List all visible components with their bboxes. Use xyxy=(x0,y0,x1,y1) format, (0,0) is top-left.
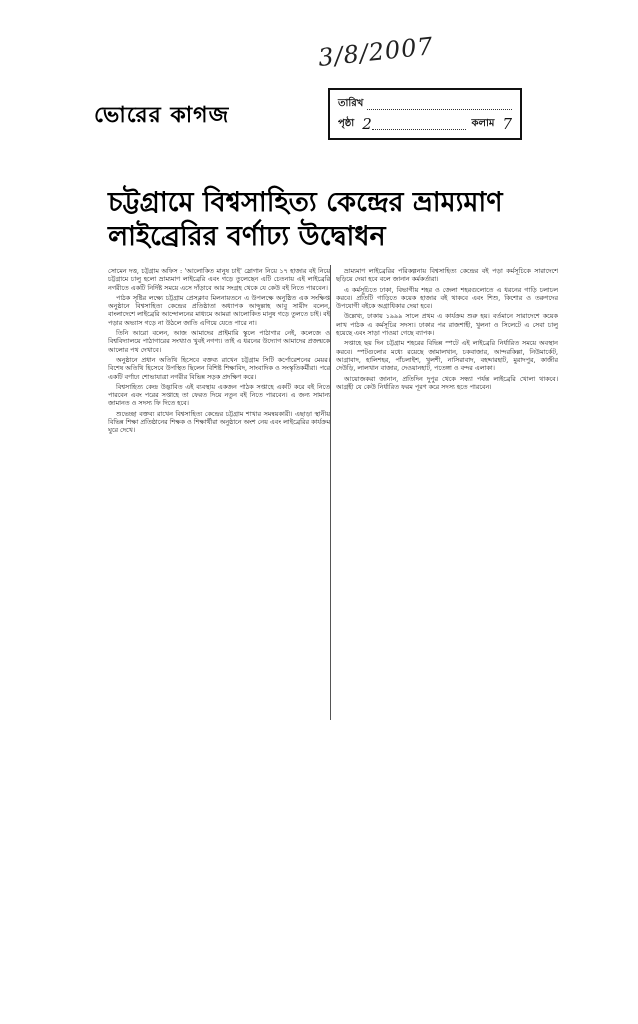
headline-line-2: লাইব্রেরির বর্ণাঢ্য উদ্বোধন xyxy=(108,221,386,252)
article-headline xyxy=(108,186,548,254)
article-paragraph: পাঠক সৃষ্টির লক্ষ্যে চট্টগ্রাম প্রেসক্লাব মিলনায়তনে এ উপলক্ষে অনুষ্ঠিত এক সংক্ষিপ্ত অনুষ্ঠানে বিশ্বসাহিত্য কেন্দ্রের প্রতিষ্ঠাতা অধ্যাপক আব্দুল্লাহ আবু সায়ীদ বলেন, বাংলাদেশে লাইব্রেরি আন্দোলনের মাধ্যমে আমরা আলোকিত মানুষ গড়ে তুলতে চাই। বই পড়ার অভ্যাস গড়ে না উঠলে জাতি এগিয়ে যেতে পারে না। xyxy=(108,293,330,327)
stamp-column-label: কলাম xyxy=(471,117,495,129)
stamp-date-blank xyxy=(367,99,512,110)
handwritten-date: 3/8/2007 xyxy=(316,32,435,72)
article-column-right xyxy=(336,267,558,667)
article-paragraph: এ কর্মসূচিতে ঢাকা, বিভাগীয় শহর ও জেলা শহরগুলোতে এ ধরনের গাড়ি চলাচল করবে। প্রতিটি গাড়িতে কয়েক হাজার বই থাকবে এবং শিশু, কিশোর ও তরুণদের উপযোগী বইকে অগ্রাধিকার দেয়া হবে। xyxy=(336,285,558,311)
stamp-page-label: পৃষ্ঠা xyxy=(338,117,355,129)
article-paragraph: শুভেচ্ছা বক্তব্য রাখেন বিশ্বসাহিত্য কেন্দ্রের চট্টগ্রাম শাখার সমন্বয়কারী। এছাড়া স্থানীয় বিভিন্ন শিক্ষা প্রতিষ্ঠানের শিক্ষক ও শিক্ষার্থীরা অনুষ্ঠানে অংশ নেয় এবং লাইব্রেরির কার্যক্রম ঘুরে দেখে। xyxy=(108,409,330,435)
stamp-date-label: তারিখ xyxy=(338,97,364,109)
article-paragraph: অনুষ্ঠানে প্রধান অতিথি হিসেবে বক্তব্য রাখেন চট্টগ্রাম সিটি কর্পোরেশনের মেয়র। বিশেষ অতিথি হিসেবে উপস্থিত ছিলেন বিশিষ্ট শিক্ষাবিদ, সাংবাদিক ও সংস্কৃতিকর্মীরা। পরে একটি বর্ণাঢ্য শোভাযাত্রা নগরীর বিভিন্ন সড়ক প্রদক্ষিণ করে। xyxy=(108,355,330,381)
article-paragraph: উল্লেখ্য, ঢাকায় ১৯৯৯ সালে প্রথম এ কার্যক্রম শুরু হয়। বর্তমানে সারাদেশে কয়েক লাখ পাঠক এ কর্মসূচির সদস্য। ঢাকার পর রাজশাহী, খুলনা ও সিলেটে এ সেবা চালু হয়েছে এবং সাড়া পাওয়া গেছে ব্যাপক। xyxy=(336,312,558,338)
headline-line-1: চট্টগ্রামে বিশ্বসাহিত্য কেন্দ্রের ভ্রাম্যমাণ xyxy=(108,187,503,218)
stamp-column-value: 7 xyxy=(502,115,512,133)
stamp-page-value: 2 xyxy=(362,115,372,133)
clipping-stamp xyxy=(328,88,522,140)
column-divider xyxy=(330,265,331,720)
newspaper-masthead: ভোরের কাগজ xyxy=(94,102,230,128)
article-paragraph: তিনি আরো বলেন, আজ আমাদের প্রাইমারি স্কুলে পাঠাগার নেই, কলেজে ও বিশ্ববিদ্যালয়ে পাঠাগারের সংখ্যাও খুবই নগণ্য। তাই এ ধরনের উদ্যোগ আমাদের প্রজন্মকে আলোর পথ দেখাবে। xyxy=(108,329,330,354)
stamp-page-blank xyxy=(372,119,466,130)
stamp-page-row xyxy=(338,114,512,134)
article-paragraph: সপ্তাহে ছয় দিন চট্টগ্রাম শহরের বিভিন্ন স্পটে এই লাইব্রেরি নির্ধারিত সময়ে অবস্থান করবে। স্পটগুলোর মধ্যে রয়েছে জামালখান, চকবাজার, আন্দরকিল্লা, নিউমার্কেট, আগ্রাবাদ, হালিশহর, পাঁচলাইশ, খুলশী, নাসিরাবাদ, বহদ্দারহাট, মুরাদপুর, কাজীর দেউড়ি, লালখান বাজার, দেওয়ানহাট, পতেঙ্গা ও বন্দর এলাকা। xyxy=(336,339,558,373)
article-paragraph: সোমেন দত্ত, চট্টগ্রাম অফিস : 'আলোকিত মানুষ চাই' স্লোগান নিয়ে ১৭ হাজার বই নিয়ে চট্টগ্রামে চালু হলো ভ্রাম্যমাণ লাইব্রেরি এবং গড়ে তুলেছেন এটি চেতনায় এই লাইব্রেরি নগরীতে একটি নির্দিষ্ট সময়ে এসে দাঁড়াবে আর সংগ্রহ থেকে যে কেউ বই নিতে পারবেন। xyxy=(108,267,330,292)
stamp-date-row xyxy=(338,94,512,114)
article-column-left xyxy=(108,267,330,722)
article-paragraph: বিশ্বসাহিত্য কেন্দ্র উদ্ভাবিত এই ব্যবস্থায় একজন পাঠক সপ্তাহে একটি করে বই নিতে পারবেন এবং পরের সপ্তাহে তা ফেরত দিয়ে নতুন বই নিতে পারবেন। এ জন্য সামান্য জামানত ও সদস্য ফি দিতে হবে। xyxy=(108,382,330,408)
article-paragraph: আয়োজকরা জানান, প্রতিদিন দুপুর থেকে সন্ধ্যা পর্যন্ত লাইব্রেরি খোলা থাকবে। আগ্রহী যে কেউ নির্ধারিত ফরম পূরণ করে সদস্য হতে পারবেন। xyxy=(336,374,558,391)
article-paragraph: ভ্রাম্যমাণ লাইব্রেরির পরিকল্পনায় বিশ্বসাহিত্য কেন্দ্রের বই পড়া কর্মসূচিকে সারাদেশে ছড়িয়ে দেয়া হবে বলে জানান কর্মকর্তারা। xyxy=(336,267,558,284)
